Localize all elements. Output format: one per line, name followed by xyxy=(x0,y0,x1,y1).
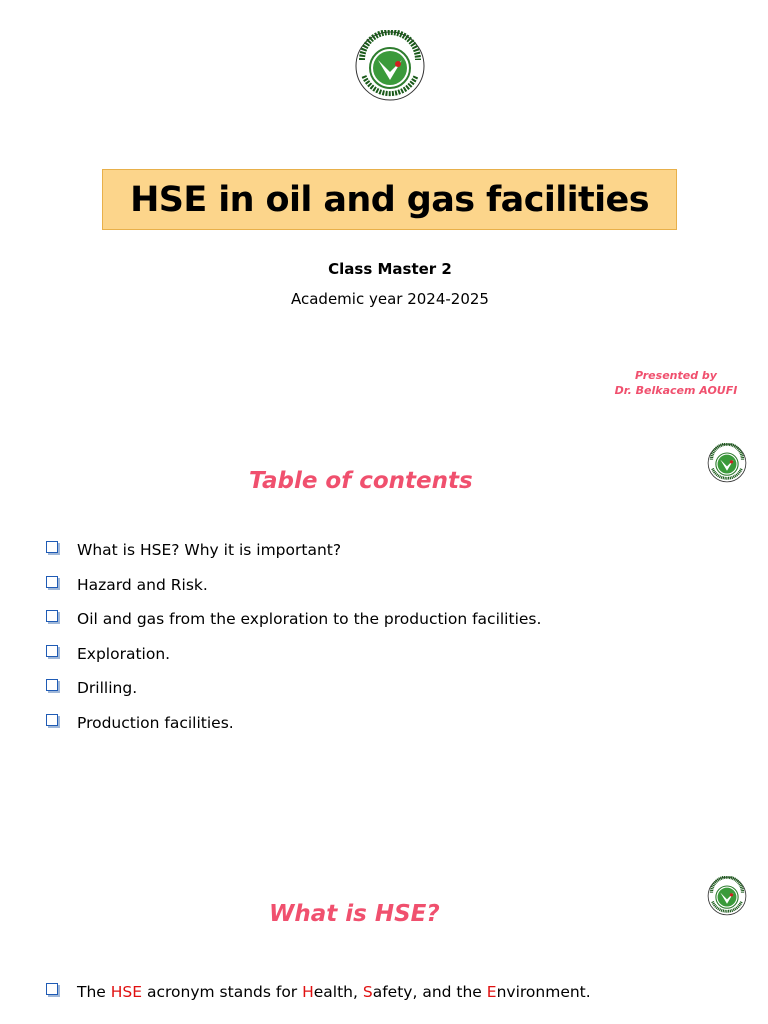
university-logo-icon xyxy=(354,30,426,102)
presented-by-label: Presented by xyxy=(635,369,717,382)
list-item xyxy=(46,678,541,713)
list-item xyxy=(46,540,541,575)
list-item xyxy=(46,609,541,644)
letter-highlight: E xyxy=(486,983,497,1001)
sentence-text: The xyxy=(77,983,111,1001)
toc-item-text: Production facilities. xyxy=(77,713,234,732)
what-is-hse-heading: What is HSE? xyxy=(269,901,440,927)
letter-highlight: S xyxy=(362,983,373,1001)
toc-item-text: Hazard and Risk. xyxy=(77,575,208,594)
toc-item-text: Exploration. xyxy=(77,644,171,663)
checkbox-bullet-icon xyxy=(46,645,58,657)
hse-sentence xyxy=(77,982,591,1002)
sentence-text: acronym stands for xyxy=(142,983,303,1001)
academic-year: Academic year 2024-2025 xyxy=(291,290,489,308)
list-item xyxy=(46,713,541,748)
checkbox-bullet-icon xyxy=(46,679,58,691)
letter-highlight: H xyxy=(302,983,314,1001)
checkbox-bullet-icon xyxy=(46,576,58,588)
presenter-block xyxy=(600,368,752,398)
checkbox-bullet-icon xyxy=(46,610,58,622)
toc-item-text: Oil and gas from the exploration to the production facilities. xyxy=(77,610,542,629)
title-box xyxy=(102,169,677,230)
acronym-highlight: HSE xyxy=(110,983,143,1001)
list-item xyxy=(46,644,541,679)
hse-definition xyxy=(46,982,591,1002)
page-title: HSE in oil and gas facilities xyxy=(130,179,649,220)
presenter-name: Dr. Belkacem AOUFI xyxy=(614,384,738,397)
class-label: Class Master 2 xyxy=(328,260,452,278)
sentence-text: nvironment. xyxy=(496,983,591,1001)
sentence-text: afety, and the xyxy=(372,983,487,1001)
list-item xyxy=(46,575,541,610)
checkbox-bullet-icon xyxy=(46,983,58,995)
checkbox-bullet-icon xyxy=(46,714,58,726)
sentence-text: ealth, xyxy=(313,983,363,1001)
toc-list xyxy=(46,540,541,748)
university-logo-icon xyxy=(707,443,747,483)
university-logo-icon xyxy=(707,876,747,916)
toc-item-text: Drilling. xyxy=(77,679,138,698)
toc-heading: Table of contents xyxy=(249,468,473,494)
checkbox-bullet-icon xyxy=(46,541,58,553)
toc-item-text: What is HSE? Why it is important? xyxy=(77,541,342,559)
